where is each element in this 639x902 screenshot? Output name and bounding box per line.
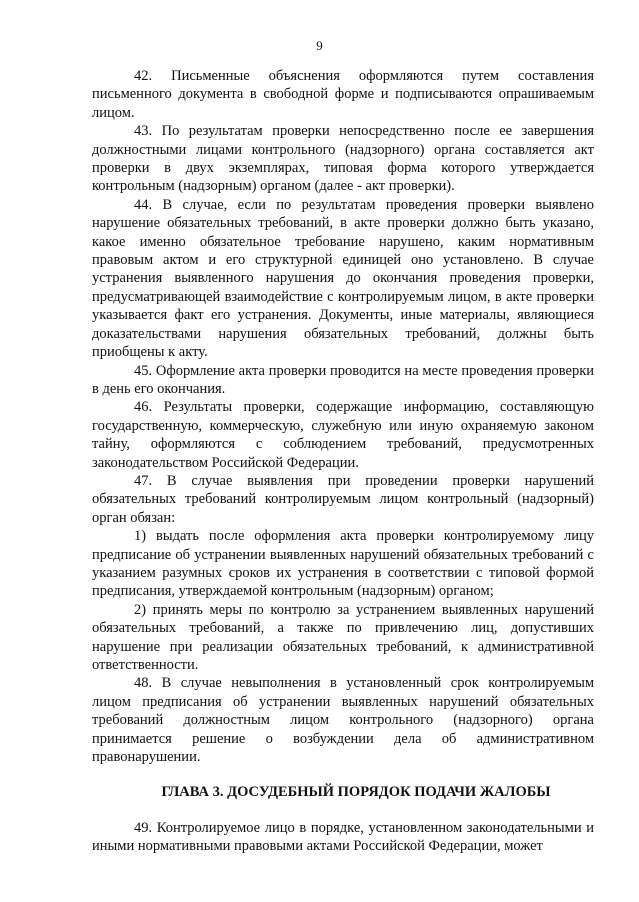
paragraph-42: 42. Письменные объяснения оформляются путем составления письменного документа в свободной форме и подписываются опрашиваемым лицом. <box>92 68 594 121</box>
paragraph-44: 44. В случае, если по результатам проведения проверки выявлено нарушение обязательных требований, в акте проверки должно быть указано, какое именно обязательное требование нарушено, каким нормативным правовым актом и его структурной единицей оно установлено. В случае устранения выявленного нарушения до окончания проведения проверки, предусматривающей взаимодействие с контролируемым лицом, в акте проверки указывается факт его устранения. Документы, иные материалы, являющиеся доказательствами нарушения обязательных требований, должны быть приобщены к акту. <box>92 196 594 361</box>
paragraph-47-item-1: 1) выдать после оформления акта проверки контролируемому лицу предписание об устранении выявленных нарушений обязательных требований с указанием разумных сроков их устранения в соответствии с типовой формой предписания, утверждаемой контрольным (надзорным) органом; <box>92 528 594 600</box>
page-body <box>92 67 594 856</box>
paragraph-49: 49. Контролируемое лицо в порядке, установленном законодательными и иными нормативными правовыми актами Российской Федерации, может <box>92 819 594 855</box>
paragraph-46: 46. Результаты проверки, содержащие информацию, составляющую государственную, коммерческую, служебную или иную охраняемую законом тайну, оформляются с соблюдением требований, предусмотренных законодательством Российской Федерации. <box>92 399 594 471</box>
paragraph-45: 45. Оформление акта проверки проводится на месте проведения проверки в день его окончания. <box>92 362 594 397</box>
page-number: 9 <box>316 38 323 53</box>
paragraph-47-item-2: 2) принять меры по контролю за устранением выявленных нарушений обязательных требований, а также по привлечению лиц, допустивших нарушение при реализации обязательных требований, к административной ответственности. <box>92 601 594 673</box>
paragraph-47: 47. В случае выявления при проведении проверки нарушений обязательных требований контролируемым лицом контрольный (надзорный) орган обязан: <box>92 472 594 526</box>
paragraph-48: 48. В случае невыполнения в установленный срок контролируемым лицом предписания об устранении выявленных нарушений обязательных требований должностным лицом контрольного (надзорного) органа принимается решение о возбуждении дела об административном правонарушении. <box>92 675 594 766</box>
paragraph-43: 43. По результатам проверки непосредственно после ее завершения должностными лицами контрольного (надзорного) органа составляется акт проверки в двух экземплярах, типовая форма которого утверждается контрольным (надзорным) органом (далее - акт проверки). <box>92 123 594 195</box>
chapter-heading: ГЛАВА 3. ДОСУДЕБНЫЙ ПОРЯДОК ПОДАЧИ ЖАЛОБЫ <box>161 784 551 801</box>
